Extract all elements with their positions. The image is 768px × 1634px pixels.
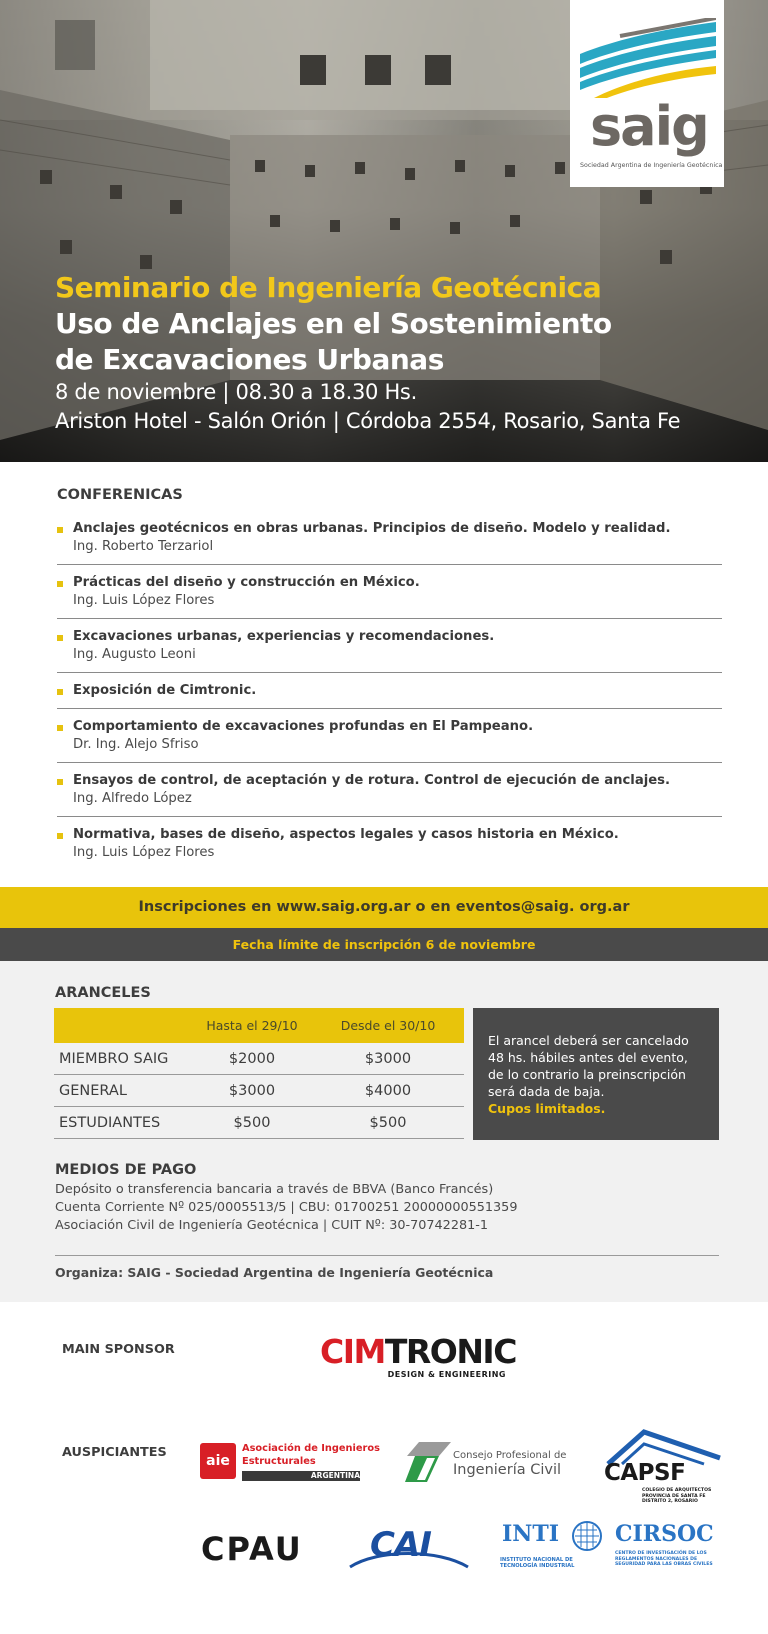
cpic-line1: Consejo Profesional de	[453, 1450, 567, 1461]
cimtronic-black-part: TRONIC	[384, 1332, 516, 1371]
divider	[55, 1255, 719, 1256]
payment-line: Cuenta Corriente Nº 025/0005513/5 | CBU: 01700251 20000000551359	[55, 1200, 518, 1215]
hero-text	[55, 270, 765, 436]
conference-title: Ensayos de control, de aceptación y de rotura. Control de ejecución de anclajes.	[73, 773, 671, 788]
conference-speaker: Ing. Roberto Terzariol	[73, 539, 214, 554]
fee-category: GENERAL	[59, 1083, 127, 1099]
fees-header-late: Desde el 30/10	[340, 1018, 436, 1033]
fee-early: $2000	[228, 1051, 276, 1067]
conference-speaker: Dr. Ing. Alejo Sfriso	[73, 737, 199, 752]
conference-item	[57, 673, 722, 709]
fees-table-header	[54, 1008, 464, 1043]
cpic-logo	[405, 1440, 565, 1482]
fee-category: MIEMBRO SAIG	[59, 1051, 169, 1067]
capsf-logo	[604, 1428, 724, 1504]
cpic-mark-icon	[405, 1442, 451, 1482]
cirsoc-line3: SEGURIDAD PARA LAS OBRAS CIVILES	[615, 1562, 713, 1568]
conferences-title: CONFERENICAS	[57, 487, 183, 503]
aie-mark-icon: aie	[200, 1443, 236, 1479]
aie-line1: Asociación de Ingenieros	[242, 1443, 380, 1454]
aie-line2: Estructurales	[242, 1456, 316, 1467]
conference-title: Excavaciones urbanas, experiencias y recomendaciones.	[73, 629, 495, 644]
saig-logo-subtitle: Sociedad Argentina de Ingeniería Geotécnica	[580, 162, 723, 169]
cirsoc-line2: REGLAMENTOS NACIONALES DE	[615, 1556, 698, 1562]
fees-table	[54, 1008, 464, 1139]
fee-late: $3000	[364, 1051, 412, 1067]
conference-speaker: Ing. Alfredo López	[73, 791, 192, 806]
inti-subtitle	[500, 1557, 575, 1569]
table-row	[54, 1075, 464, 1107]
aie-line3: ARGENTINA	[310, 1471, 360, 1480]
capsf-line1: COLEGIO DE ARQUITECTOS	[642, 1488, 712, 1493]
fee-early: $500	[233, 1115, 271, 1131]
conference-title: Comportamiento de excavaciones profundas en El Pampeano.	[73, 719, 534, 734]
cimtronic-tagline: DESIGN & ENGINEERING	[387, 1370, 506, 1379]
inti-line2: TECNOLOGÍA INDUSTRIAL	[500, 1563, 575, 1569]
cirsoc-logo	[615, 1521, 725, 1573]
inti-line1: INSTITUTO NACIONAL DE	[500, 1557, 573, 1563]
fees-note-line: 48 hs. hábiles antes del evento,	[488, 1050, 688, 1065]
bullet-icon	[57, 581, 63, 587]
conference-item	[57, 619, 722, 673]
bullet-icon	[57, 833, 63, 839]
fees-header-early: Hasta el 29/10	[206, 1018, 298, 1033]
inti-globe-icon	[572, 1521, 602, 1551]
hero-banner	[0, 0, 768, 462]
saig-wave-icon	[580, 18, 716, 98]
fees-note-line: será dada de baja.	[488, 1084, 605, 1099]
capsf-line2: PROVINCIA DE SANTA FE	[642, 1493, 706, 1499]
organizer: Organiza: SAIG - Sociedad Argentina de Ingeniería Geotécnica	[55, 1265, 494, 1280]
capsf-line3: DISTRITO 2, ROSARIO	[642, 1499, 698, 1504]
fee-late: $500	[369, 1115, 407, 1131]
saig-logo	[570, 0, 724, 187]
conference-speaker: Ing. Luis López Flores	[73, 593, 215, 608]
seminar-date: 8 de noviembre | 08.30 a 18.30 Hs.	[55, 380, 417, 404]
seminar-title: Seminario de Ingeniería Geotécnica	[55, 271, 602, 304]
conference-item	[57, 763, 722, 817]
payment-details	[55, 1181, 517, 1235]
cirsoc-wordmark: CIRSOC	[615, 1521, 714, 1547]
inti-logo	[500, 1521, 605, 1573]
conference-item	[57, 817, 722, 871]
aie-logo	[200, 1443, 380, 1483]
fee-early: $3000	[228, 1083, 276, 1099]
supporters-label: AUSPICIANTES	[62, 1445, 167, 1460]
registration-deadline: Fecha límite de inscripción 6 de noviembre	[0, 928, 768, 961]
bullet-icon	[57, 779, 63, 785]
cimtronic-logo	[320, 1332, 516, 1384]
capsf-subtitle	[642, 1488, 711, 1505]
cimtronic-wordmark	[320, 1332, 516, 1371]
conferences-list	[57, 511, 722, 871]
fees-title: ARANCELES	[55, 985, 151, 1001]
main-sponsor-label: MAIN SPONSOR	[62, 1342, 175, 1357]
fees-note-line: El arancel deberá ser cancelado	[488, 1033, 689, 1048]
conference-title: Anclajes geotécnicos en obras urbanas. Principios de diseño. Modelo y realidad.	[73, 521, 671, 536]
cai-logo	[348, 1525, 470, 1571]
bullet-icon	[57, 635, 63, 641]
registration-banner[interactable]: Inscripciones en www.saig.org.ar o en eventos@saig. org.ar	[0, 887, 768, 928]
payment-title: MEDIOS DE PAGO	[55, 1162, 197, 1178]
conference-title: Exposición de Cimtronic.	[73, 683, 257, 698]
cpau-logo: CPAU	[201, 1530, 303, 1568]
bullet-icon	[57, 689, 63, 695]
cai-wordmark: CAI	[370, 1525, 431, 1565]
seminar-venue: Ariston Hotel - Salón Orión | Córdoba 2554, Rosario, Santa Fe	[55, 409, 681, 433]
conference-item	[57, 511, 722, 565]
limited-seats: Cupos limitados.	[488, 1101, 606, 1116]
conference-title: Normativa, bases de diseño, aspectos legales y casos historia en México.	[73, 827, 619, 842]
payment-line: Asociación Civil de Ingeniería Geotécnica | CUIT Nº: 30-70742281-1	[55, 1218, 489, 1233]
fee-late: $4000	[364, 1083, 412, 1099]
seminar-subtitle-line1: Uso de Anclajes en el Sostenimiento	[55, 307, 612, 340]
table-row	[54, 1107, 464, 1139]
conference-speaker: Ing. Luis López Flores	[73, 845, 215, 860]
fees-note-line: de lo contrario la preinscripción	[488, 1067, 686, 1082]
cpic-line2: Ingeniería Civil	[453, 1462, 562, 1478]
conference-title: Prácticas del diseño y construcción en México.	[73, 575, 420, 590]
conference-item	[57, 565, 722, 619]
fee-category: ESTUDIANTES	[59, 1115, 161, 1131]
payment-line: Depósito o transferencia bancaria a través de BBVA (Banco Francés)	[55, 1182, 494, 1197]
conference-item	[57, 709, 722, 763]
bullet-icon	[57, 527, 63, 533]
cirsoc-line1: CENTRO DE INVESTIGACIÓN DE LOS	[615, 1551, 707, 1556]
bullet-icon	[57, 725, 63, 731]
conferences-section	[57, 487, 722, 871]
seminar-subtitle-line2: de Excavaciones Urbanas	[55, 343, 444, 376]
capsf-wordmark: CAPSF	[604, 1460, 686, 1486]
saig-logo-word: saig	[590, 95, 708, 158]
table-row	[54, 1043, 464, 1075]
cirsoc-subtitle	[615, 1551, 713, 1568]
inti-wordmark: INTI	[502, 1521, 560, 1547]
cimtronic-red-part: CIM	[320, 1332, 385, 1371]
conference-speaker: Ing. Augusto Leoni	[73, 647, 196, 662]
fees-note	[473, 1008, 719, 1140]
